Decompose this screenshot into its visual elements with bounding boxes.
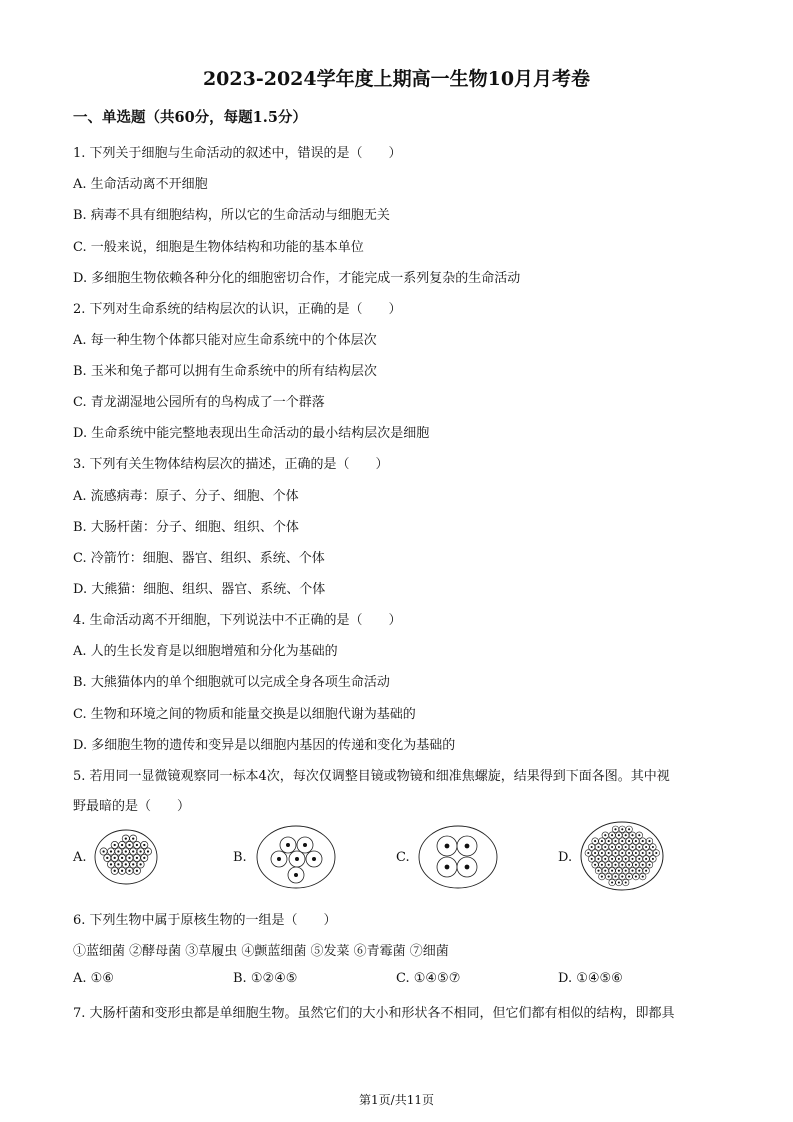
question-6-items: ①蓝细菌 ②酵母菌 ③草履虫 ④颤蓝细菌 ⑤发菜 ⑥青霉菌 ⑦细菌 — [73, 944, 449, 959]
question-3-option-d: D. 大熊猫：细胞、组织、器官、系统、个体 — [73, 582, 326, 597]
figure-b-label: B. — [233, 850, 247, 865]
question-4-option-a: A. 人的生长发育是以细胞增殖和分化为基础的 — [73, 644, 338, 659]
figure-c-label: C. — [396, 850, 410, 865]
microscope-field-b-figure — [255, 824, 337, 890]
figure-a-label: A. — [73, 850, 87, 865]
microscope-field-c-figure — [417, 824, 499, 890]
question-6-option-c: C. ①④⑤⑦ — [396, 971, 461, 986]
question-4-option-d: D. 多细胞生物的遗传和变异是以细胞内基因的传递和变化为基础的 — [73, 738, 456, 753]
microscope-field-a-figure — [93, 828, 159, 886]
question-6-option-d: D. ①④⑤⑥ — [558, 971, 623, 986]
page-title: 2023-2024学年度上期高一生物10月月考卷 — [202, 68, 591, 90]
section-heading: 一、单选题（共60分，每题1.5分） — [73, 109, 307, 126]
question-1-option-c: C. 一般来说，细胞是生物体结构和功能的基本单位 — [73, 240, 364, 255]
question-6-option-a: A. ①⑥ — [73, 971, 114, 986]
question-4-option-b: B. 大熊猫体内的单个细胞就可以完成全身各项生命活动 — [73, 675, 390, 690]
microscope-field-d-figure — [579, 820, 665, 892]
question-3-stem: 3. 下列有关生物体结构层次的描述，正确的是（ ） — [73, 457, 389, 472]
question-5-stem-line2: 野最暗的是（ ） — [73, 799, 191, 814]
question-1-option-b: B. 病毒不具有细胞结构，所以它的生命活动与细胞无关 — [73, 208, 390, 223]
question-7-stem: 7. 大肠杆菌和变形虫都是单细胞生物。虽然它们的大小和形状各不相同，但它们都有相似的结构，即都具 — [73, 1006, 675, 1021]
question-3-option-b: B. 大肠杆菌：分子、细胞、组织、个体 — [73, 520, 299, 535]
question-2-stem: 2. 下列对生命系统的结构层次的认识，正确的是（ ） — [73, 302, 402, 317]
question-2-option-b: B. 玉米和兔子都可以拥有生命系统中的所有结构层次 — [73, 364, 377, 379]
question-6-option-b: B. ①②④⑤ — [233, 971, 298, 986]
question-1-stem: 1. 下列关于细胞与生命活动的叙述中，错误的是（ ） — [73, 146, 402, 161]
question-1-option-a: A. 生命活动离不开细胞 — [73, 177, 208, 192]
question-2-option-c: C. 青龙湖湿地公园所有的鸟构成了一个群落 — [73, 395, 325, 410]
question-1-option-d: D. 多细胞生物依赖各种分化的细胞密切合作，才能完成一系列复杂的生命活动 — [73, 271, 521, 286]
question-4-stem: 4. 生命活动离不开细胞，下列说法中不正确的是（ ） — [73, 613, 402, 628]
page-footer: 第1页/共11页 — [359, 1093, 434, 1107]
question-6-stem: 6. 下列生物中属于原核生物的一组是（ ） — [73, 913, 337, 928]
question-5-stem-line1: 5. 若用同一显微镜观察同一标本4次，每次仅调整目镜或物镜和细准焦螺旋，结果得到下面各图。其中视 — [73, 769, 670, 784]
question-4-option-c: C. 生物和环境之间的物质和能量交换是以细胞代谢为基础的 — [73, 707, 416, 722]
question-3-option-a: A. 流感病毒：原子、分子、细胞、个体 — [73, 489, 299, 504]
question-3-option-c: C. 冷箭竹：细胞、器官、组织、系统、个体 — [73, 551, 325, 566]
question-2-option-a: A. 每一种生物个体都只能对应生命系统中的个体层次 — [73, 333, 377, 348]
question-2-option-d: D. 生命系统中能完整地表现出生命活动的最小结构层次是细胞 — [73, 426, 430, 441]
figure-d-label: D. — [558, 850, 573, 865]
